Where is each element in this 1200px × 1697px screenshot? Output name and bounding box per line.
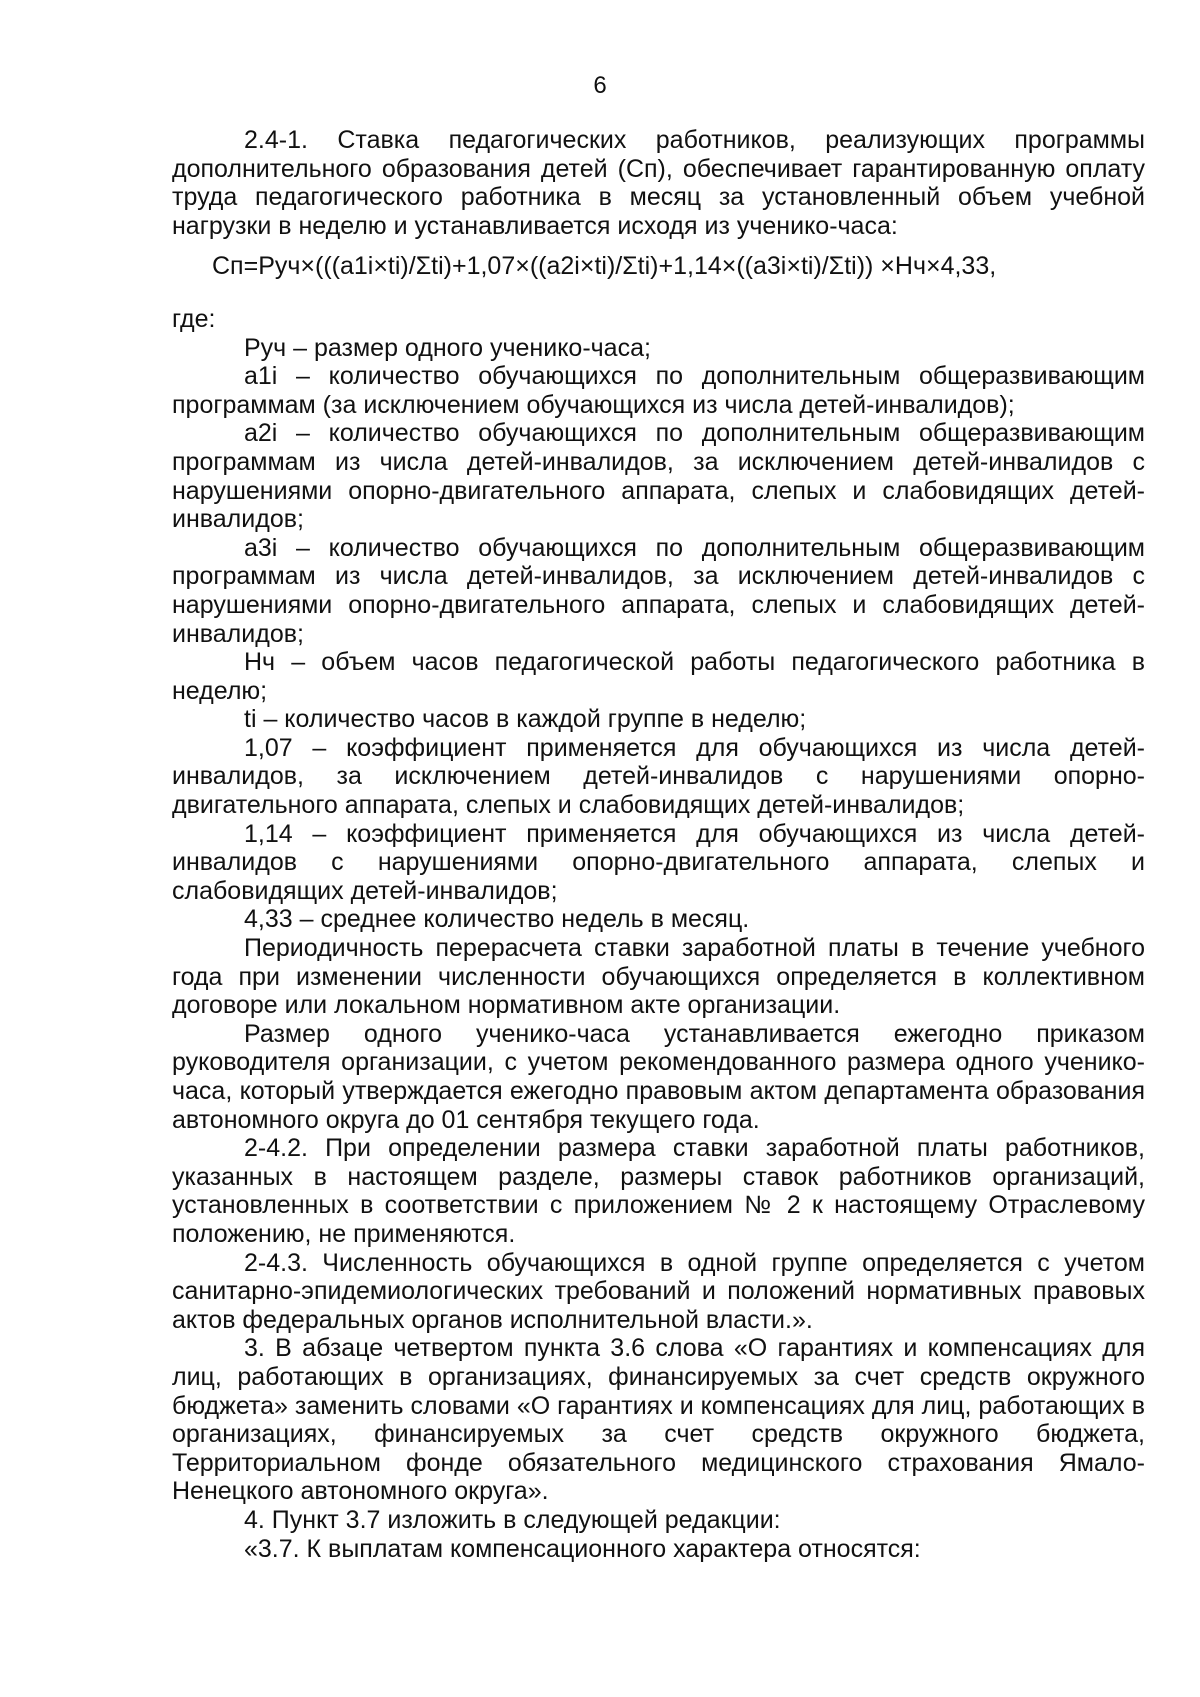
definition-a1i: а1i – количество обучающихся по дополнительным общеразвивающим программам (за исключением обучающихся из числа детей-инвалидов); bbox=[172, 362, 1145, 419]
paragraph-hour-size: Размер одного ученико-часа устанавливается ежегодно приказом руководителя организации, с учетом рекомендованного размера одного ученико-часа, который утверждается ежегодно правовым актом департамента образования автономного округа до 01 сентября текущего года. bbox=[172, 1019, 1145, 1134]
formula-sp: Сп=Руч×(((а1i×ti)/Σti)+1,07×((а2i×ti)/Σti)+1,14×((а3i×ti)/Σti)) ×Нч×4,33, bbox=[212, 252, 997, 281]
paragraph-3-7: «3.7. К выплатам компенсационного характера относятся: bbox=[244, 1534, 921, 1563]
definition-a2i: а2i – количество обучающихся по дополнительным общеразвивающим программам из числа детей-инвалидов, за исключением детей-инвалидов с нарушениями опорно-двигательного аппарата, слепых и слабовидящих детей-инвалидов; bbox=[172, 419, 1145, 534]
definition-weeks-433: 4,33 – среднее количество недель в месяц. bbox=[244, 905, 750, 934]
document-body bbox=[172, 126, 1145, 1563]
paragraph-2-4-3: 2-4.3. Численность обучающихся в одной группе определяется с учетом санитарно-эпидемиологических требований и положений нормативных правовых актов федеральных органов исполнительной власти.». bbox=[172, 1248, 1145, 1334]
definition-coef-114: 1,14 – коэффициент применяется для обучающихся из числа детей-инвалидов с нарушениями опорно-двигательного аппарата, слепых и слабовидящих детей-инвалидов; bbox=[172, 819, 1145, 905]
where-label: где: bbox=[172, 304, 216, 333]
definition-nch: Нч – объем часов педагогической работы педагогического работника в неделю; bbox=[172, 648, 1145, 705]
page-number: 6 bbox=[593, 72, 607, 99]
paragraph-periodicity: Периодичность перерасчета ставки заработной платы в течение учебного года при изменении численности обучающихся определяется в коллективном договоре или локальном нормативном акте организации. bbox=[172, 934, 1145, 1020]
paragraph-3: 3. В абзаце четвертом пункта 3.6 слова «О гарантиях и компенсациях для лиц, работающих в организациях, финансируемых за счет средств окружного бюджета» заменить словами «О гарантиях и компенсациях для лиц, работающих в организациях, финансируемых за счет средств окружного бюджета, Территориальном фонде обязательного медицинского страхования Ямало-Ненецкого автономного округа». bbox=[172, 1334, 1145, 1506]
paragraph-2-4-1: 2.4-1. Ставка педагогических работников, реализующих программы дополнительного образования детей (Сп), обеспечивает гарантированную оплату труда педагогического работника в месяц за установленный объем учебной нагрузки в неделю и устанавливается исходя из ученико-часа: bbox=[172, 126, 1145, 240]
paragraph-4: 4. Пункт 3.7 изложить в следующей редакции: bbox=[244, 1505, 781, 1534]
definition-a3i: а3i – количество обучающихся по дополнительным общеразвивающим программам из числа детей-инвалидов, за исключением детей-инвалидов с нарушениями опорно-двигательного аппарата, слепых и слабовидящих детей-инвалидов; bbox=[172, 533, 1145, 648]
definition-ti: ti – количество часов в каждой группе в неделю; bbox=[244, 705, 807, 734]
paragraph-2-4-2: 2-4.2. При определении размера ставки заработной платы работников, указанных в настоящем разделе, размеры ставок работников организаций, установленных в соответствии с приложением № 2 к настоящему Отраслевому положению, не применяются. bbox=[172, 1134, 1145, 1248]
definition-ruch: Руч – размер одного ученико-часа; bbox=[244, 333, 651, 362]
definition-coef-107: 1,07 – коэффициент применяется для обучающихся из числа детей-инвалидов, за исключением детей-инвалидов с нарушениями опорно-двигательного аппарата, слепых и слабовидящих детей-инвалидов; bbox=[172, 733, 1145, 820]
